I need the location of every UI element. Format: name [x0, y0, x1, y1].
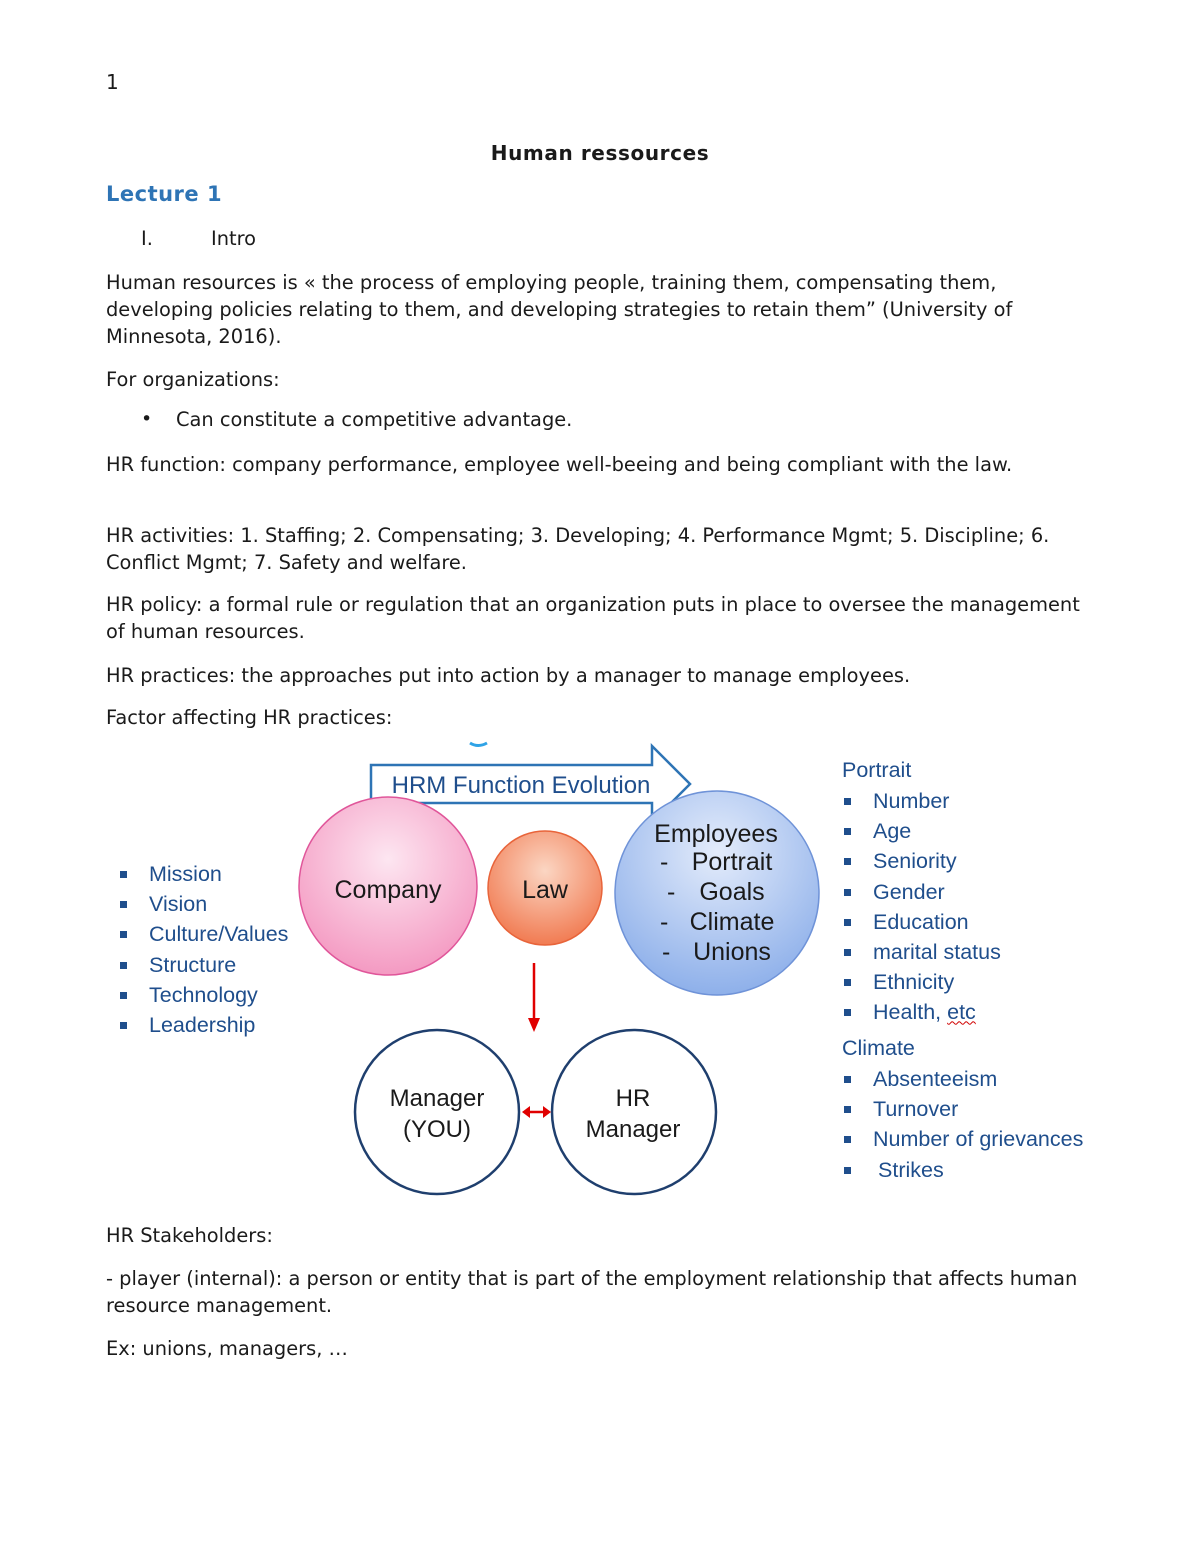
bullet-square: [844, 889, 851, 896]
hrm-evolution-label: HRM Function Evolution: [391, 772, 651, 799]
list-item: Vision: [118, 889, 288, 919]
list-item: Number: [842, 786, 1088, 816]
bullet-square: [120, 1022, 127, 1029]
bullet-square: [844, 858, 851, 865]
intro-heading: Intro: [211, 227, 257, 250]
bullet-square: [844, 919, 851, 926]
climate-heading: Climate: [842, 1036, 915, 1060]
bullet-square: [120, 962, 127, 969]
example-paragraph: Ex: unions, managers, …: [106, 1337, 348, 1360]
manager-circle: [355, 1030, 519, 1194]
employees-item: Portrait: [691, 848, 773, 876]
bullet-square: [844, 1076, 851, 1083]
organization-factors-list: [118, 859, 288, 1040]
bullet-square: [844, 1009, 851, 1016]
climate-list: [842, 1064, 1088, 1185]
intro-numeral: I.: [141, 227, 153, 250]
bullet-square: [844, 1167, 851, 1174]
list-item: Education: [842, 907, 1088, 937]
manager-label-line2: (YOU): [403, 1116, 471, 1143]
employees-item: Goals: [699, 878, 765, 906]
portrait-heading: Portrait: [842, 758, 912, 782]
list-item: Technology: [118, 980, 288, 1010]
competitive-advantage-bullet: Can constitute a competitive advantage.: [176, 408, 573, 431]
hr-activities-paragraph: HR activities: 1. Staffing; 2. Compensating; 3. Developing; 4. Performance Mgmt; 5. Discipline; 6. Conflict Mgmt; 7. Safety and welfare.: [106, 524, 1050, 574]
player-paragraph: - player (internal): a person or entity that is part of the employment relationship that affects human resource management.: [106, 1267, 1078, 1317]
employees-dash: -: [667, 878, 676, 906]
list-item: Leadership: [118, 1010, 288, 1040]
down-arrow-head: [528, 1018, 540, 1032]
employees-title: Employees: [654, 820, 778, 848]
bullet-square: [120, 931, 127, 938]
bullet-square: [120, 992, 127, 999]
list-item: Age: [842, 816, 1088, 846]
bullet-square: [120, 901, 127, 908]
hr-function-paragraph: HR function: company performance, employee well-beeing and being compliant with the law.: [106, 453, 1013, 476]
list-item: Strikes: [842, 1155, 1088, 1185]
employees-dash: -: [660, 848, 669, 876]
employees-dash: -: [660, 908, 669, 936]
company-label: Company: [334, 876, 442, 904]
list-item: Turnover: [842, 1094, 1088, 1124]
double-arrow-right-head: [543, 1106, 551, 1118]
hr-policy-paragraph: HR policy: a formal rule or regulation that an organization puts in place to oversee the management of human resources.: [106, 593, 1080, 643]
list-item: Seniority: [842, 846, 1088, 876]
hr-manager-label-line1: HR: [615, 1085, 651, 1112]
employees-dash: -: [662, 938, 671, 966]
bullet-square: [844, 828, 851, 835]
list-item: Absenteeism: [842, 1064, 1088, 1094]
hr-manager-label-line2: Manager: [585, 1116, 681, 1143]
employees-item: Climate: [689, 908, 775, 936]
list-item: Number of grievances: [842, 1124, 1088, 1154]
bullet-square: [844, 949, 851, 956]
bullet-dot: •: [141, 408, 153, 430]
law-label: Law: [522, 876, 568, 904]
list-item: Mission: [118, 859, 288, 889]
list-item: Ethnicity: [842, 967, 1088, 997]
lecture-heading: Lecture 1: [106, 182, 223, 206]
manager-label-line1: Manager: [389, 1085, 485, 1112]
bullet-square: [844, 1136, 851, 1143]
stakeholders-heading: HR Stakeholders:: [106, 1224, 273, 1247]
bullet-square: [844, 979, 851, 986]
page-title: Human ressources: [490, 141, 710, 165]
portrait-list: [842, 786, 1088, 1028]
bullet-square: [844, 1106, 851, 1113]
bullet-square: [844, 798, 851, 805]
page-number: 1: [106, 70, 119, 94]
factor-paragraph: Factor affecting HR practices:: [106, 706, 393, 729]
list-item: Health, etc: [842, 997, 1088, 1027]
employees-item: Unions: [693, 938, 771, 966]
hr-practices-paragraph: HR practices: the approaches put into action by a manager to manage employees.: [106, 664, 911, 687]
list-item: marital status: [842, 937, 1088, 967]
list-item: Gender: [842, 877, 1088, 907]
for-organizations-text: For organizations:: [106, 368, 280, 391]
list-item: Culture/Values: [118, 919, 288, 949]
bullet-square: [120, 871, 127, 878]
list-item: Structure: [118, 950, 288, 980]
hr-manager-circle: [552, 1030, 716, 1194]
double-arrow-left-head: [522, 1106, 530, 1118]
blue-mark: [470, 743, 487, 746]
definition-paragraph: Human resources is « the process of employing people, training them, compensating them, developing policies relating to them, and developing strategies to retain them” (University of Minnesota, 2016).: [106, 271, 1013, 348]
